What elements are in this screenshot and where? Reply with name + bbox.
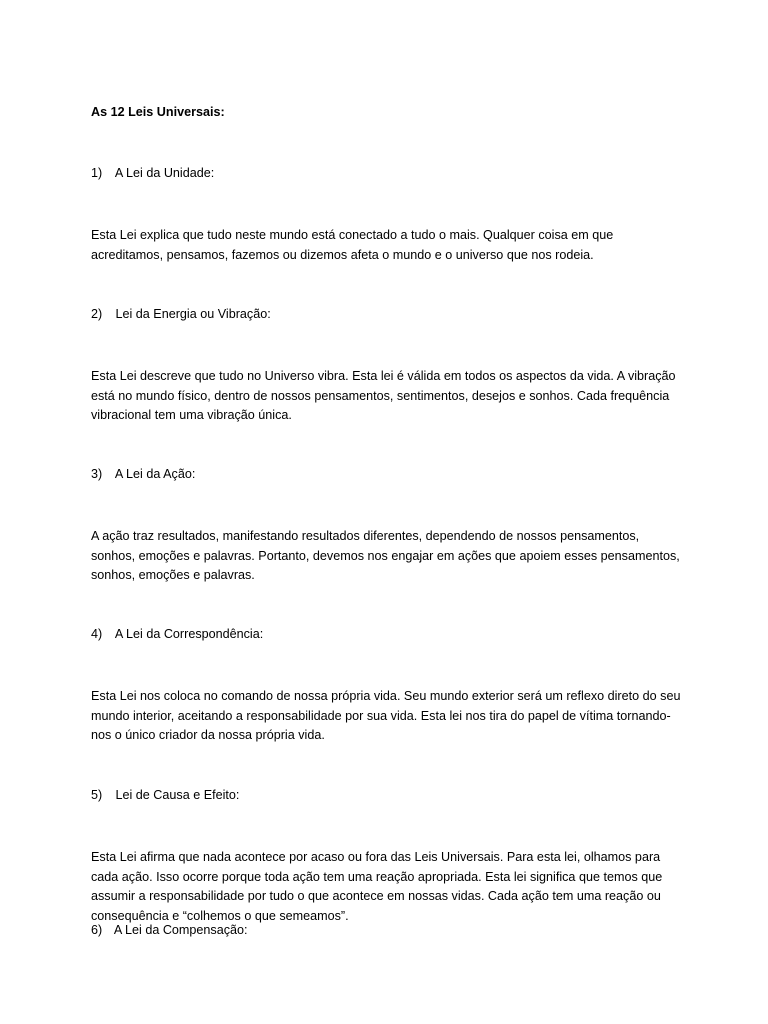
section-heading-text: A Lei da Unidade:: [114, 166, 215, 180]
section-paragraph-4: Esta Lei nos coloca no comando de nossa própria vida. Seu mundo exterior será um reflexo direto do seu mundo interior, aceitando a responsabilidade por sua vida. Esta lei nos tira do papel de vítima tornando-nos o único criador da nossa própria vida.: [91, 689, 681, 742]
section-heading-5: [91, 786, 681, 806]
section-paragraph-1: Esta Lei explica que tudo neste mundo está conectado a tudo o mais. Qualquer coisa em que acreditamos, pensamos, fazemos ou dizemos afeta o mundo e o universo que nos rodeia.: [91, 228, 614, 262]
document-title: As 12 Leis Universais:: [91, 105, 225, 119]
section-heading-3: [91, 465, 681, 485]
section-number: 4): [91, 627, 103, 641]
section-number: 2): [91, 307, 103, 321]
section-paragraph-2: Esta Lei descreve que tudo no Universo vibra. Esta lei é válida em todos os aspectos da vida. A vibração está no mundo físico, dentro de nossos pensamentos, sentimentos, desejos e sonhos. Cada frequência vibracional tem uma vibração única.: [91, 369, 676, 422]
section-paragraph-5: Esta Lei afirma que nada acontece por acaso ou fora das Leis Universais. Para esta lei, olhamos para cada ação. Isso ocorre porque toda ação tem uma reação apropriada. Esta lei significa que temos que assumir a responsabilidade por tudo o que acontece em nossas vidas. Cada ação tem uma reação ou consequência e “colhemos o que semeamos”.: [91, 850, 663, 923]
section-heading-4: [91, 625, 681, 645]
section-paragraph-3: A ação traz resultados, manifestando resultados diferentes, dependendo de nossos pensamentos, sonhos, emoções e palavras. Portanto, devemos nos engajar em ações que apoiem esses pensamentos, sonhos, emoções e palavras.: [91, 529, 680, 582]
section-number: 6): [91, 923, 103, 937]
section-heading-text: Lei de Causa e Efeito:: [115, 788, 240, 802]
section-heading-text: A Lei da Ação:: [114, 467, 196, 481]
section-heading-6: [91, 921, 681, 941]
section-heading-text: A Lei da Compensação:: [113, 923, 248, 937]
section-number: 5): [91, 788, 103, 802]
section-heading-2: [91, 305, 681, 325]
section-heading-text: A Lei da Correspondência:: [114, 627, 264, 641]
section-heading-text: Lei da Energia ou Vibração:: [115, 307, 271, 321]
section-number: 1): [91, 166, 103, 180]
section-heading-1: [91, 164, 681, 184]
section-number: 3): [91, 467, 103, 481]
